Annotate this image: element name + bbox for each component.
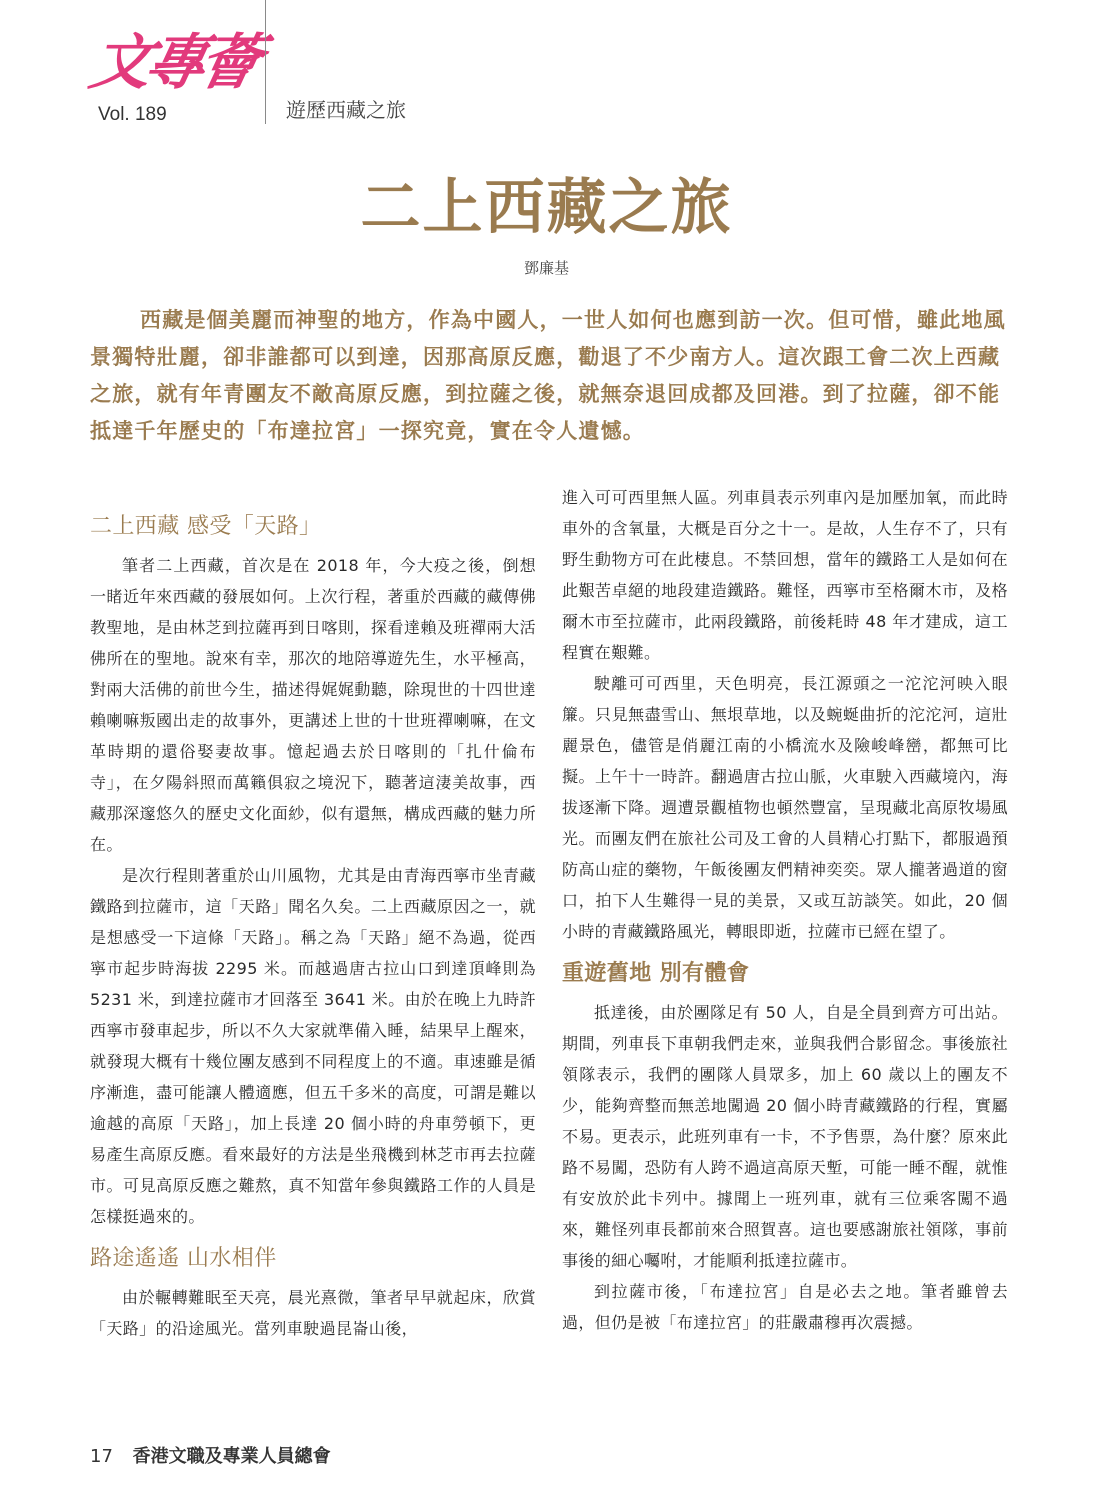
body-paragraph: 抵達後，由於團隊足有 50 人，自是全員到齊方可出站。期間，列車長下車朝我們走來，並與我們合影留念。事後旅社領隊表示，我們的團隊人員眾多，加上 60 歲以上的團友不少，能夠齊整而無恙地闖過 20 個小時青藏鐵路的行程，實屬不易。更表示，此班列車有一卡，不予售票，為什麼？原來此路不易闖，恐防有人跨不過這高原天塹，可能一睡不醒，就惟有安放於此卡列中。據聞上一班列車，就有三位乘客闖不過來，難怪列車長都前來合照賀喜。這也要感謝旅社領隊，事前事後的細心囑咐，才能順利抵達拉薩市。 [562, 1003, 1008, 1270]
article-author: 鄧廉基 [523, 259, 569, 277]
lead-paragraph: 西藏是個美麗而神聖的地方，作為中國人，一世人如何也應到訪一次。但可惜，雖此地風景獨特壯麗，卻非誰都可以到達，因那高原反應，勸退了不少南方人。這次跟工會二次上西藏之旅，就有年青團友不敵高原反應，到拉薩之後，就無奈退回成都及回港。到了拉薩，卻不能抵達千年歷史的「布達拉宮」一探究竟，實在令人遺憾。 [90, 308, 1006, 443]
section-heading: 二上西藏 感受「天路」 [90, 514, 322, 539]
masthead [86, 20, 286, 130]
body-paragraph: 是次行程則著重於山川風物，尤其是由青海西寧市坐青藏鐵路到拉薩市，這「天路」聞名久矣。二上西藏原因之一，就是想感受一下這條「天路」。稱之為「天路」絕不為過，從西寧市起步時海拔 2295 米。而越過唐古拉山口到達頂峰則為 5231 米，到達拉薩市才回落至 3641 米。由於在晚上九時許西寧市發車起步，所以不久大家就準備入睡，結果早上醒來，就發現大概有十幾位團友感到不同程度上的不適。車速雖是循序漸進，盡可能讓人體適應，但五千多米的高度，可謂是難以逾越的高原「天路」，加上長達 20 個小時的舟車勞頓下，更易產生高原反應。看來最好的方法是坐飛機到林芝市再去拉薩市。可見高原反應之難熬，真不知當年參與鐵路工作的人員是怎樣挺過來的。 [90, 866, 536, 1226]
section-heading: 路途遙遙 山水相伴 [90, 1246, 277, 1271]
header-divider [265, 0, 266, 124]
body-paragraph: 進入可可西里無人區。列車員表示列車內是加壓加氧，而此時車外的含氧量，大概是百分之十一。是故，人生存不了，只有野生動物方可在此棲息。不禁回想，當年的鐵路工人是如何在此艱苦卓絕的地段建造鐵路。難怪，西寧市至格爾木市，及格爾木市至拉薩市，此兩段鐵路，前後耗時 48 年才建成，這工程實在艱難。 [562, 488, 1008, 662]
body-paragraph: 駛離可可西里，天色明亮，長江源頭之一沱沱河映入眼簾。只見無盡雪山、無垠草地，以及蜿蜒曲折的沱沱河，這壯麗景色，儘管是俏麗江南的小橋流水及險峻峰巒，都無可比擬。上午十一時許。翻過唐古拉山脈，火車駛入西藏境內，海拔逐漸下降。週遭景觀植物也頓然豐富，呈現藏北高原牧場風光。而團友們在旅社公司及工會的人員精心打點下，都服過預防高山症的藥物，午飯後團友們精神奕奕。眾人攏著過道的窗口，拍下人生難得一見的美景，又或互訪談笑。如此，20 個小時的青藏鐵路風光，轉眼即逝，拉薩市已經在望了。 [562, 674, 1008, 941]
organization-name: 香港文職及專業人員總會 [132, 1446, 331, 1467]
body-paragraph: 到拉薩市後，「布達拉宮」自是必去之地。筆者雖曾去過，但仍是被「布達拉宮」的莊嚴肅穆再次震撼。 [562, 1282, 1008, 1332]
body-paragraph: 筆者二上西藏，首次是在 2018 年，今大疫之後，倒想一睹近年來西藏的發展如何。上次行程，著重於西藏的藏傳佛教聖地，是由林芝到拉薩再到日喀則，探看達賴及班禪兩大活佛所在的聖地。說來有幸，那次的地陪導遊先生，水平極高，對兩大活佛的前世今生，描述得娓娓動聽，除現世的十四世達賴喇嘛叛國出走的故事外，更講述上世的十世班禪喇嘛，在文革時期的還俗娶妻故事。憶起過去於日喀則的「扎什倫布寺」，在夕陽斜照而萬籟俱寂之境況下，聽著這淒美故事，西藏那深邃悠久的歷史文化面紗，似有還無，構成西藏的魅力所在。 [90, 556, 536, 854]
volume-label: Vol. 189 [98, 104, 167, 125]
left-column [90, 500, 536, 1344]
right-column [562, 482, 1008, 1338]
page-number: 17 [90, 1446, 113, 1467]
section-heading: 重遊舊地 別有體會 [562, 961, 750, 986]
magazine-logo: 文專薈 [84, 28, 262, 98]
page-footer [90, 1442, 331, 1468]
body-paragraph: 由於輾轉難眠至天亮，晨光熹微，筆者早早就起床，欣賞「天路」的沿途風光。當列車駛過昆崙山後， [90, 1288, 536, 1338]
running-head: 遊歷西藏之旅 [286, 98, 406, 122]
article-title: 二上西藏之旅 [360, 173, 733, 243]
